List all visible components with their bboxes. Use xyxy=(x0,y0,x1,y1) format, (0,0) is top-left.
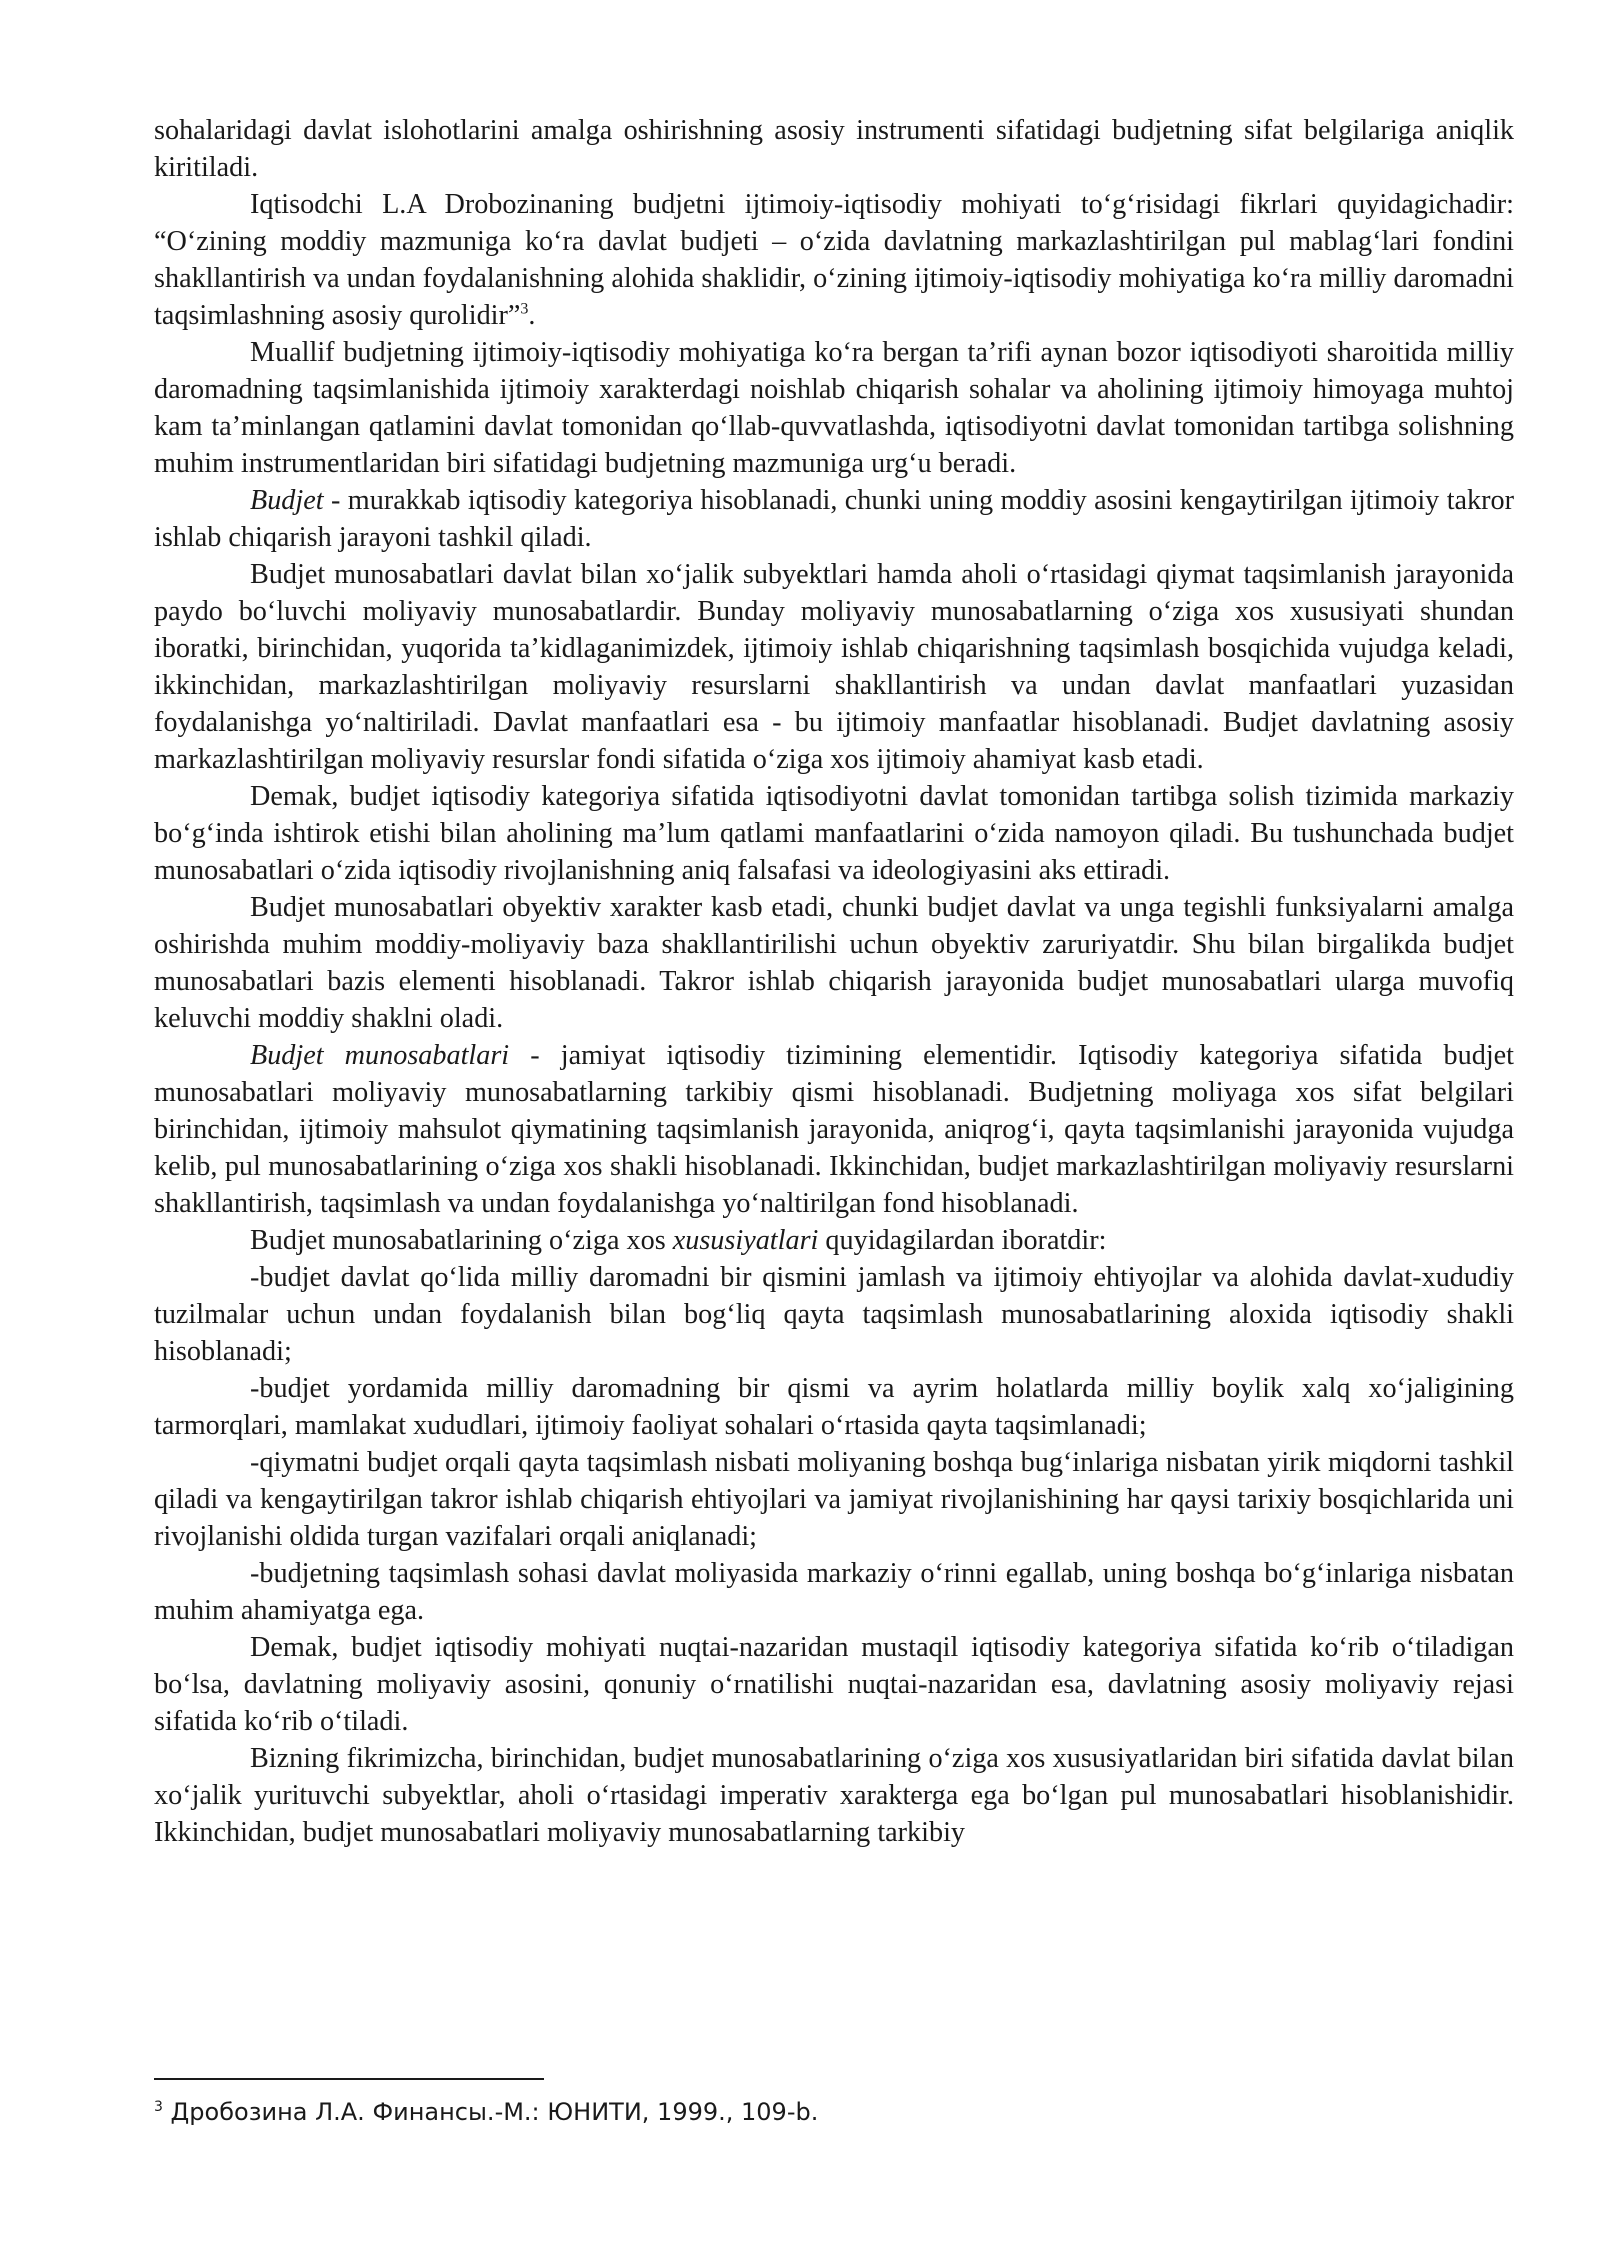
paragraph xyxy=(154,1740,1514,1851)
italic-term: Budjet munosabatlari xyxy=(250,1040,510,1071)
footnote xyxy=(154,2096,1514,2128)
paragraph xyxy=(154,1555,1514,1629)
paragraph-text: Demak, budjet iqtisodiy kategoriya sifatida iqtisodiyotni davlat tomonidan tartibga solish tizimida markaziy bo‘g‘inda ishtirok etishi bilan aholining ma’lum qatlami manfaatlarini o‘zida namoyon qiladi. Bu tushunchada budjet munosabatlari o‘zida iqtisodiy rivojlanishning aniq falsafasi va ideologiyasini aks ettiradi. xyxy=(154,781,1514,886)
paragraph xyxy=(154,1222,1514,1259)
paragraph-text: -budjetning taqsimlash sohasi davlat moliyasida markaziy o‘rinni egallab, uning boshqa bo‘g‘inlariga nisbatan muhim ahamiyatga ega. xyxy=(154,1558,1514,1626)
paragraph-text: Iqtisodchi L.A Drobozinaning budjetni ijtimoiy-iqtisodiy mohiyati to‘g‘risidagi fikrlari quyidagichadir: “O‘zining moddiy mazmuniga ko‘ra davlat budjeti – o‘zida davlatning markazlashtirilgan pul mablag‘lari fondini shakllantirish va undan foydalanishning alohida shaklidir, o‘zining ijtimoiy-iqtisodiy mohiyatiga ko‘ra milliy daromadni taqsimlashning asosiy qurolidir” xyxy=(154,189,1514,331)
paragraph-text: sohalaridagi davlat islohotlarini amalga oshirishning asosiy instrumenti sifatidagi budjetning sifat belgilariga aniqlik kiritiladi. xyxy=(154,115,1514,183)
paragraph-text: quyidagilardan iboratdir: xyxy=(818,1225,1107,1256)
paragraph xyxy=(154,1037,1514,1222)
paragraph xyxy=(154,112,1514,186)
paragraph-text: Muallif budjetning ijtimoiy-iqtisodiy mohiyatiga ko‘ra bergan ta’rifi aynan bozor iqtisodiyoti sharoitida milliy daromadning taqsimlanishida ijtimoiy xarakterdagi noishlab chiqarish sohalar va aholining ijtimoiy himoyaga muhtoj kam ta’minlangan qatlamini davlat tomonidan qo‘llab-quvvatlashda, iqtisodiyotni davlat tomonidan tartibga solishning muhim instrumentlaridan biri sifatidagi budjetning mazmuniga urg‘u beradi. xyxy=(154,337,1514,479)
paragraph xyxy=(154,1444,1514,1555)
paragraph xyxy=(154,482,1514,556)
paragraph-text: -budjet yordamida milliy daromadning bir qismi va ayrim holatlarda milliy boylik xalq xo‘jaligining tarmorqlari, mamlakat xududlari, ijtimoiy faoliyat sohalari o‘rtasida qayta taqsimlanadi; xyxy=(154,1373,1514,1441)
paragraph xyxy=(154,556,1514,778)
paragraph xyxy=(154,186,1514,334)
paragraph-text: -qiymatni budjet orqali qayta taqsimlash nisbati moliyaning boshqa bug‘inlariga nisbatan yirik miqdorni tashkil qiladi va kengaytirilgan takror ishlab chiqarish ehtiyojlari va jamiyat rivojlanishining har qaysi tarixiy bosqichlarida uni rivojlanishi oldida turgan vazifalari orqali aniqlanadi; xyxy=(154,1447,1514,1552)
paragraph xyxy=(154,1370,1514,1444)
paragraph xyxy=(154,889,1514,1037)
italic-term: Budjet xyxy=(250,485,324,516)
document-body xyxy=(154,112,1514,1851)
paragraph-text: Demak, budjet iqtisodiy mohiyati nuqtai-nazaridan mustaqil iqtisodiy kategoriya sifatida ko‘rib o‘tiladigan bo‘lsa, davlatning moliyaviy asosini, qonuniy o‘rnatilishi nuqtai-nazaridan esa, davlatning asosiy moliyaviy rejasi sifatida ko‘rib o‘tiladi. xyxy=(154,1632,1514,1737)
paragraph xyxy=(154,1629,1514,1740)
paragraph xyxy=(154,1259,1514,1370)
paragraph xyxy=(154,334,1514,482)
paragraph-text: -budjet davlat qo‘lida milliy daromadni bir qismini jamlash va ijtimoiy ehtiyojlar va alohida davlat-xududiy tuzilmalar uchun undan foydalanish bilan bog‘liq qayta taqsimlash munosabatlarining aloxida iqtisodiy shakli hisoblanadi; xyxy=(154,1262,1514,1367)
paragraph-text: Budjet munosabatlari obyektiv xarakter kasb etadi, chunki budjet davlat va unga tegishli funksiyalarni amalga oshirishda muhim moddiy-moliyaviy baza shakllantirilishi uchun obyektiv zaruriyatdir. Shu bilan birgalikda budjet munosabatlari bazis elementi hisoblanadi. Takror ishlab chiqarish jarayonida budjet munosabatlari ularga muvofiq keluvchi moddiy shaklni oladi. xyxy=(154,892,1514,1034)
italic-term: xususiyatlari xyxy=(672,1225,819,1256)
footnote-text: Дробозина Л.А. Финансы.-М.: ЮНИТИ, 1999., 109-b. xyxy=(162,2098,819,2126)
paragraph xyxy=(154,778,1514,889)
paragraph-text: Budjet munosabatlarining o‘ziga xos xyxy=(250,1225,673,1256)
paragraph-text: . xyxy=(528,300,536,331)
paragraph-text: Budjet munosabatlari davlat bilan xo‘jalik subyektlari hamda aholi o‘rtasidagi qiymat taqsimlanish jarayonida paydo bo‘luvchi moliyaviy munosabatlardir. Bunday moliyaviy munosabatlarning o‘ziga xos xususiyati shundan iboratki, birinchidan, yuqorida ta’kidlaganimizdek, ijtimoiy ishlab chiqarishning taqsimlash bosqichida vujudga keladi, ikkinchidan, markazlashtirilgan moliyaviy resurslarni shakllantirish va undan davlat manfaatlari yuzasidan foydalanishga yo‘naltiriladi. Davlat manfaatlari esa - bu ijtimoiy manfaatlar hisoblanadi. Budjet davlatning asosiy markazlashtirilgan moliyaviy resurslar fondi sifatida o‘ziga xos ijtimoiy ahamiyat kasb etadi. xyxy=(154,559,1514,775)
paragraph-text: Bizning fikrimizcha, birinchidan, budjet munosabatlarining o‘ziga xos xususiyatlaridan biri sifatida davlat bilan xo‘jalik yurituvchi subyektlar, aholi o‘rtasidagi imperativ xarakterga ega bo‘lgan pul munosabatlari hisoblanishidir. Ikkinchidan, budjet munosabatlari moliyaviy munosabatlarning tarkibiy xyxy=(154,1743,1514,1848)
paragraph-text: - murakkab iqtisodiy kategoriya hisoblanadi, chunki uning moddiy asosini kengaytirilgan ijtimoiy takror ishlab chiqarish jarayoni tashkil qiladi. xyxy=(154,485,1514,553)
paragraph-text: - jamiyat iqtisodiy tizimining elementidir. Iqtisodiy kategoriya sifatida budjet munosabatlari moliyaviy munosabatlarning tarkibiy qismi hisoblanadi. Budjetning moliyaga xos sifat belgilari birinchidan, ijtimoiy mahsulot qiymatining taqsimlanish jarayonida, aniqrog‘i, qayta taqsimlanishi jarayonida vujudga kelib, pul munosabatlarining o‘ziga xos shakli hisoblanadi. Ikkinchidan, budjet markazlashtirilgan moliyaviy resurslarni shakllantirish, taqsimlash va undan foydalanishga yo‘naltirilgan fond hisoblanadi. xyxy=(154,1040,1515,1219)
footnote-marker: 3 xyxy=(154,2099,163,2115)
footnote-reference: 3 xyxy=(520,300,529,318)
footnote-separator xyxy=(154,2078,544,2080)
